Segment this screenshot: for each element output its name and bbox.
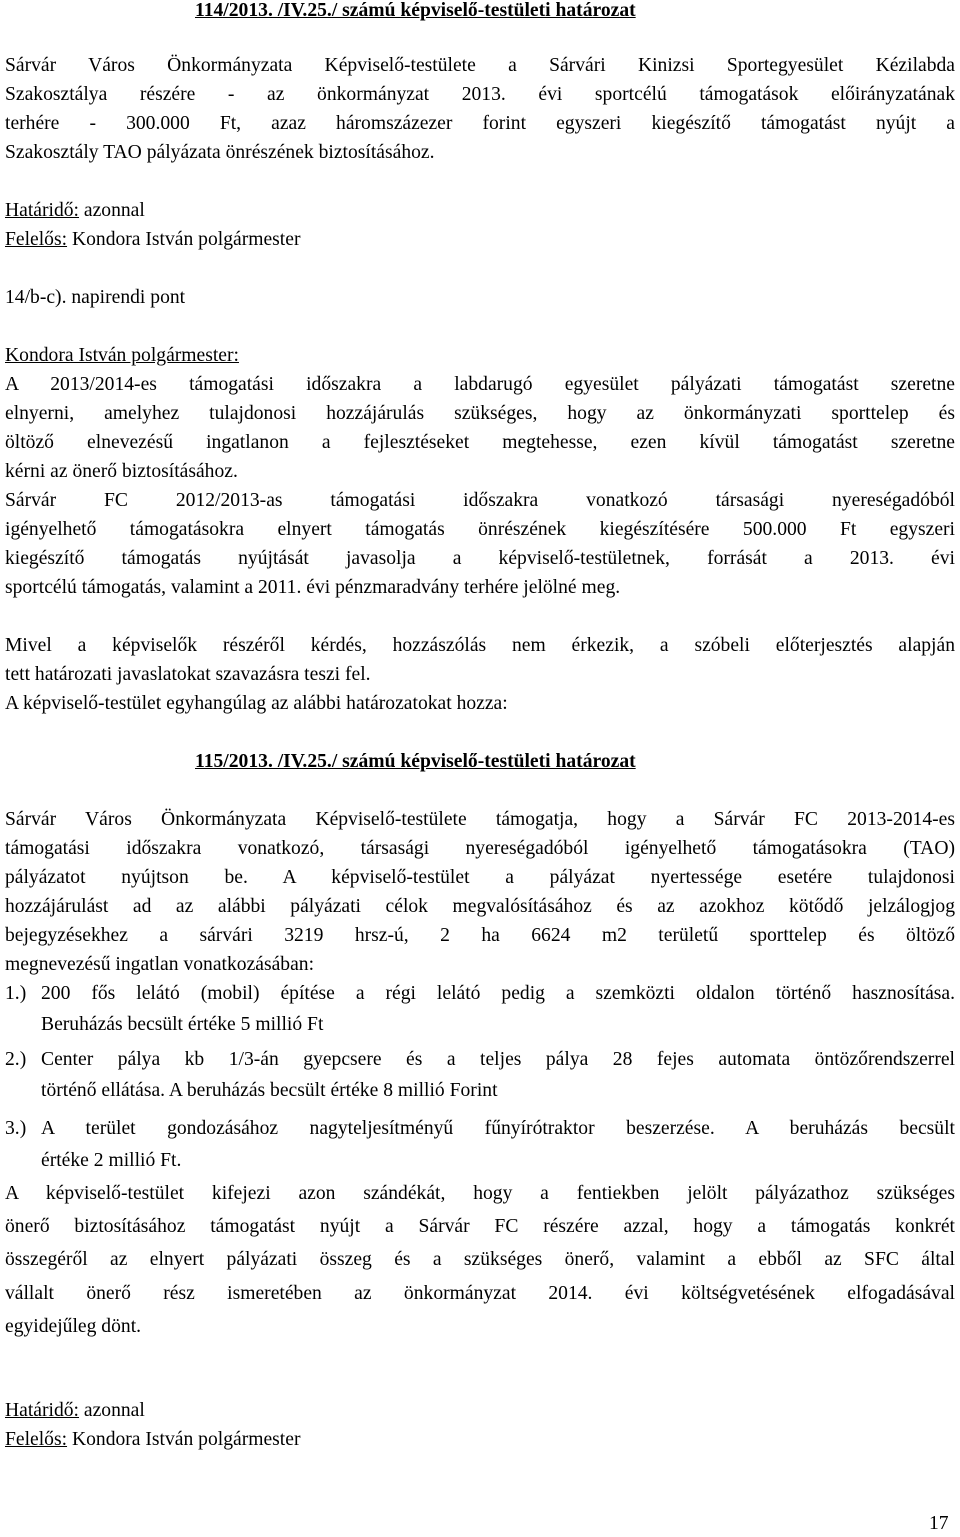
list-item-line: 200 fős lelátó (mobil) építése a régi lelátó pedig a szemközti oldalon történő hasznosítása. xyxy=(41,983,955,1004)
closing-line: A képviselő-testület kifejezi azon szándékát, hogy a fentiekben jelölt pályázathoz szükséges xyxy=(5,1183,955,1204)
responsible-2 xyxy=(5,1429,300,1451)
resolution-2-intro-line: Sárvár Város Önkormányzata Képviselő-testülete támogatja, hogy a Sárvár FC 2013-2014-es xyxy=(5,809,955,830)
list-item-line: A terület gondozásához nagyteljesítményű fűnyírótraktor beszerzése. A beruházás becsült xyxy=(41,1118,955,1139)
vote-statement: A képviselő-testület egyhangúlag az alábbi határozatokat hozza: xyxy=(5,693,508,714)
resolution-2-intro-line: támogatási időszakra vonatkozó, társasági nyereségadóból igényelhető támogatásokra (TAO) xyxy=(5,838,955,859)
agenda-para-1-line: elnyerni, amelyhez tulajdonosi hozzájárulás szükséges, hogy az önkormányzati sporttelep és xyxy=(5,403,955,424)
deadline-1 xyxy=(5,200,145,222)
list-item-line: Beruházás becsült értéke 5 millió Ft xyxy=(41,1014,324,1035)
agenda-point: 14/b-c). napirendi pont xyxy=(5,287,186,308)
responsible-1 xyxy=(5,229,300,251)
deadline-value: azonnal xyxy=(79,200,145,221)
list-item-line: Center pálya kb 1/3-án gyepcsere és a teljes pálya 28 fejes automata öntözőrendszerrel xyxy=(41,1049,955,1070)
deadline-label: Határidő: xyxy=(5,1400,79,1421)
closing-line: egyidejűleg dönt. xyxy=(5,1316,142,1337)
list-item-line: értéke 2 millió Ft. xyxy=(41,1150,182,1171)
responsible-label: Felelős: xyxy=(5,229,68,250)
deadline-2 xyxy=(5,1400,145,1422)
agenda-para-1-line: A 2013/2014-es támogatási időszakra a labdarugó egyesület pályázati támogatást szeretne xyxy=(5,374,955,395)
agenda-para-2-line: kiegészítő támogatás nyújtását javasolja a képviselő-testületnek, forrását a 2013. évi xyxy=(5,548,955,569)
responsible-label: Felelős: xyxy=(5,1429,68,1450)
resolution-1-line: Szakosztály TAO pályázata önrészének biztosításához. xyxy=(5,142,435,163)
agenda-para-2-line: Sárvár FC 2012/2013-as támogatási időszakra vonatkozó társasági nyereségadóból xyxy=(5,490,955,511)
deadline-label: Határidő: xyxy=(5,200,79,221)
list-item-number: 1.) xyxy=(5,983,27,1004)
resolution-2-heading: 115/2013. /IV.25./ számú képviselő-testületi határozat xyxy=(195,751,636,772)
resolution-2-intro-line: bejegyzésekhez a sárvári 3219 hrsz-ú, 2 ha 6624 m2 területű sporttelep és öltöző xyxy=(5,925,955,946)
deadline-value: azonnal xyxy=(79,1400,145,1421)
closing-line: összegéről az elnyert pályázati összeg és a szükséges önerő, valamint a ebből az SFC által xyxy=(5,1249,955,1270)
resolution-2-intro-line: hozzájárulást ad az alábbi pályázati célok megvalósításához és az azokhoz kötődő jelzálogjog xyxy=(5,896,955,917)
agenda-para-2-line: igényelhető támogatásokra elnyert támogatás önrészének kiegészítésére 500.000 Ft egyszeri xyxy=(5,519,955,540)
agenda-para-1-line: kérni az önerő biztosításához. xyxy=(5,461,238,482)
resolution-1-heading: 114/2013. /IV.25./ számú képviselő-testületi határozat xyxy=(195,0,636,21)
responsible-value: Kondora István polgármester xyxy=(67,1429,301,1450)
agenda-para-3-line: Mivel a képviselők részéről kérdés, hozzászólás nem érkezik, a szóbeli előterjesztés alapján xyxy=(5,635,955,656)
agenda-para-1-line: öltöző elnevezésű ingatlanon a fejlesztéseket megtehesse, ezen kívül támogatást szeretne xyxy=(5,432,955,453)
resolution-2-intro-line: pályázatot nyújtson be. A képviselő-testület a pályázat nyertessége esetére tulajdonosi xyxy=(5,867,955,888)
resolution-1-line: Sárvár Város Önkormányzata Képviselő-testülete a Sárvári Kinizsi Sportegyesület Kézilabda xyxy=(5,55,955,76)
resolution-2-intro-line: megnevezésű ingatlan vonatkozásában: xyxy=(5,954,315,975)
closing-line: vállalt önerő rész ismeretében az önkormányzat 2014. évi költségvetésének elfogadásával xyxy=(5,1283,955,1304)
speaker: Kondora István polgármester: xyxy=(5,345,239,366)
page-number: 17 xyxy=(929,1513,949,1534)
closing-line: önerő biztosításához támogatást nyújt a Sárvár FC részére azzal, hogy a támogatás konkrét xyxy=(5,1216,955,1237)
list-item-number: 2.) xyxy=(5,1049,27,1070)
resolution-1-line: Szakosztálya részére - az önkormányzat 2013. évi sportcélú támogatások előirányzatának xyxy=(5,84,955,105)
list-item-line: történő ellátása. A beruházás becsült értéke 8 millió Forint xyxy=(41,1080,498,1101)
agenda-para-3-line: tett határozati javaslatokat szavazásra teszi fel. xyxy=(5,664,371,685)
resolution-1-line: terhére - 300.000 Ft, azaz háromszázezer forint egyszeri kiegészítő támogatást nyújt a xyxy=(5,113,955,134)
agenda-para-2-line: sportcélú támogatás, valamint a 2011. évi pénzmaradvány terhére jelölné meg. xyxy=(5,577,621,598)
responsible-value: Kondora István polgármester xyxy=(67,229,301,250)
list-item-number: 3.) xyxy=(5,1118,27,1139)
